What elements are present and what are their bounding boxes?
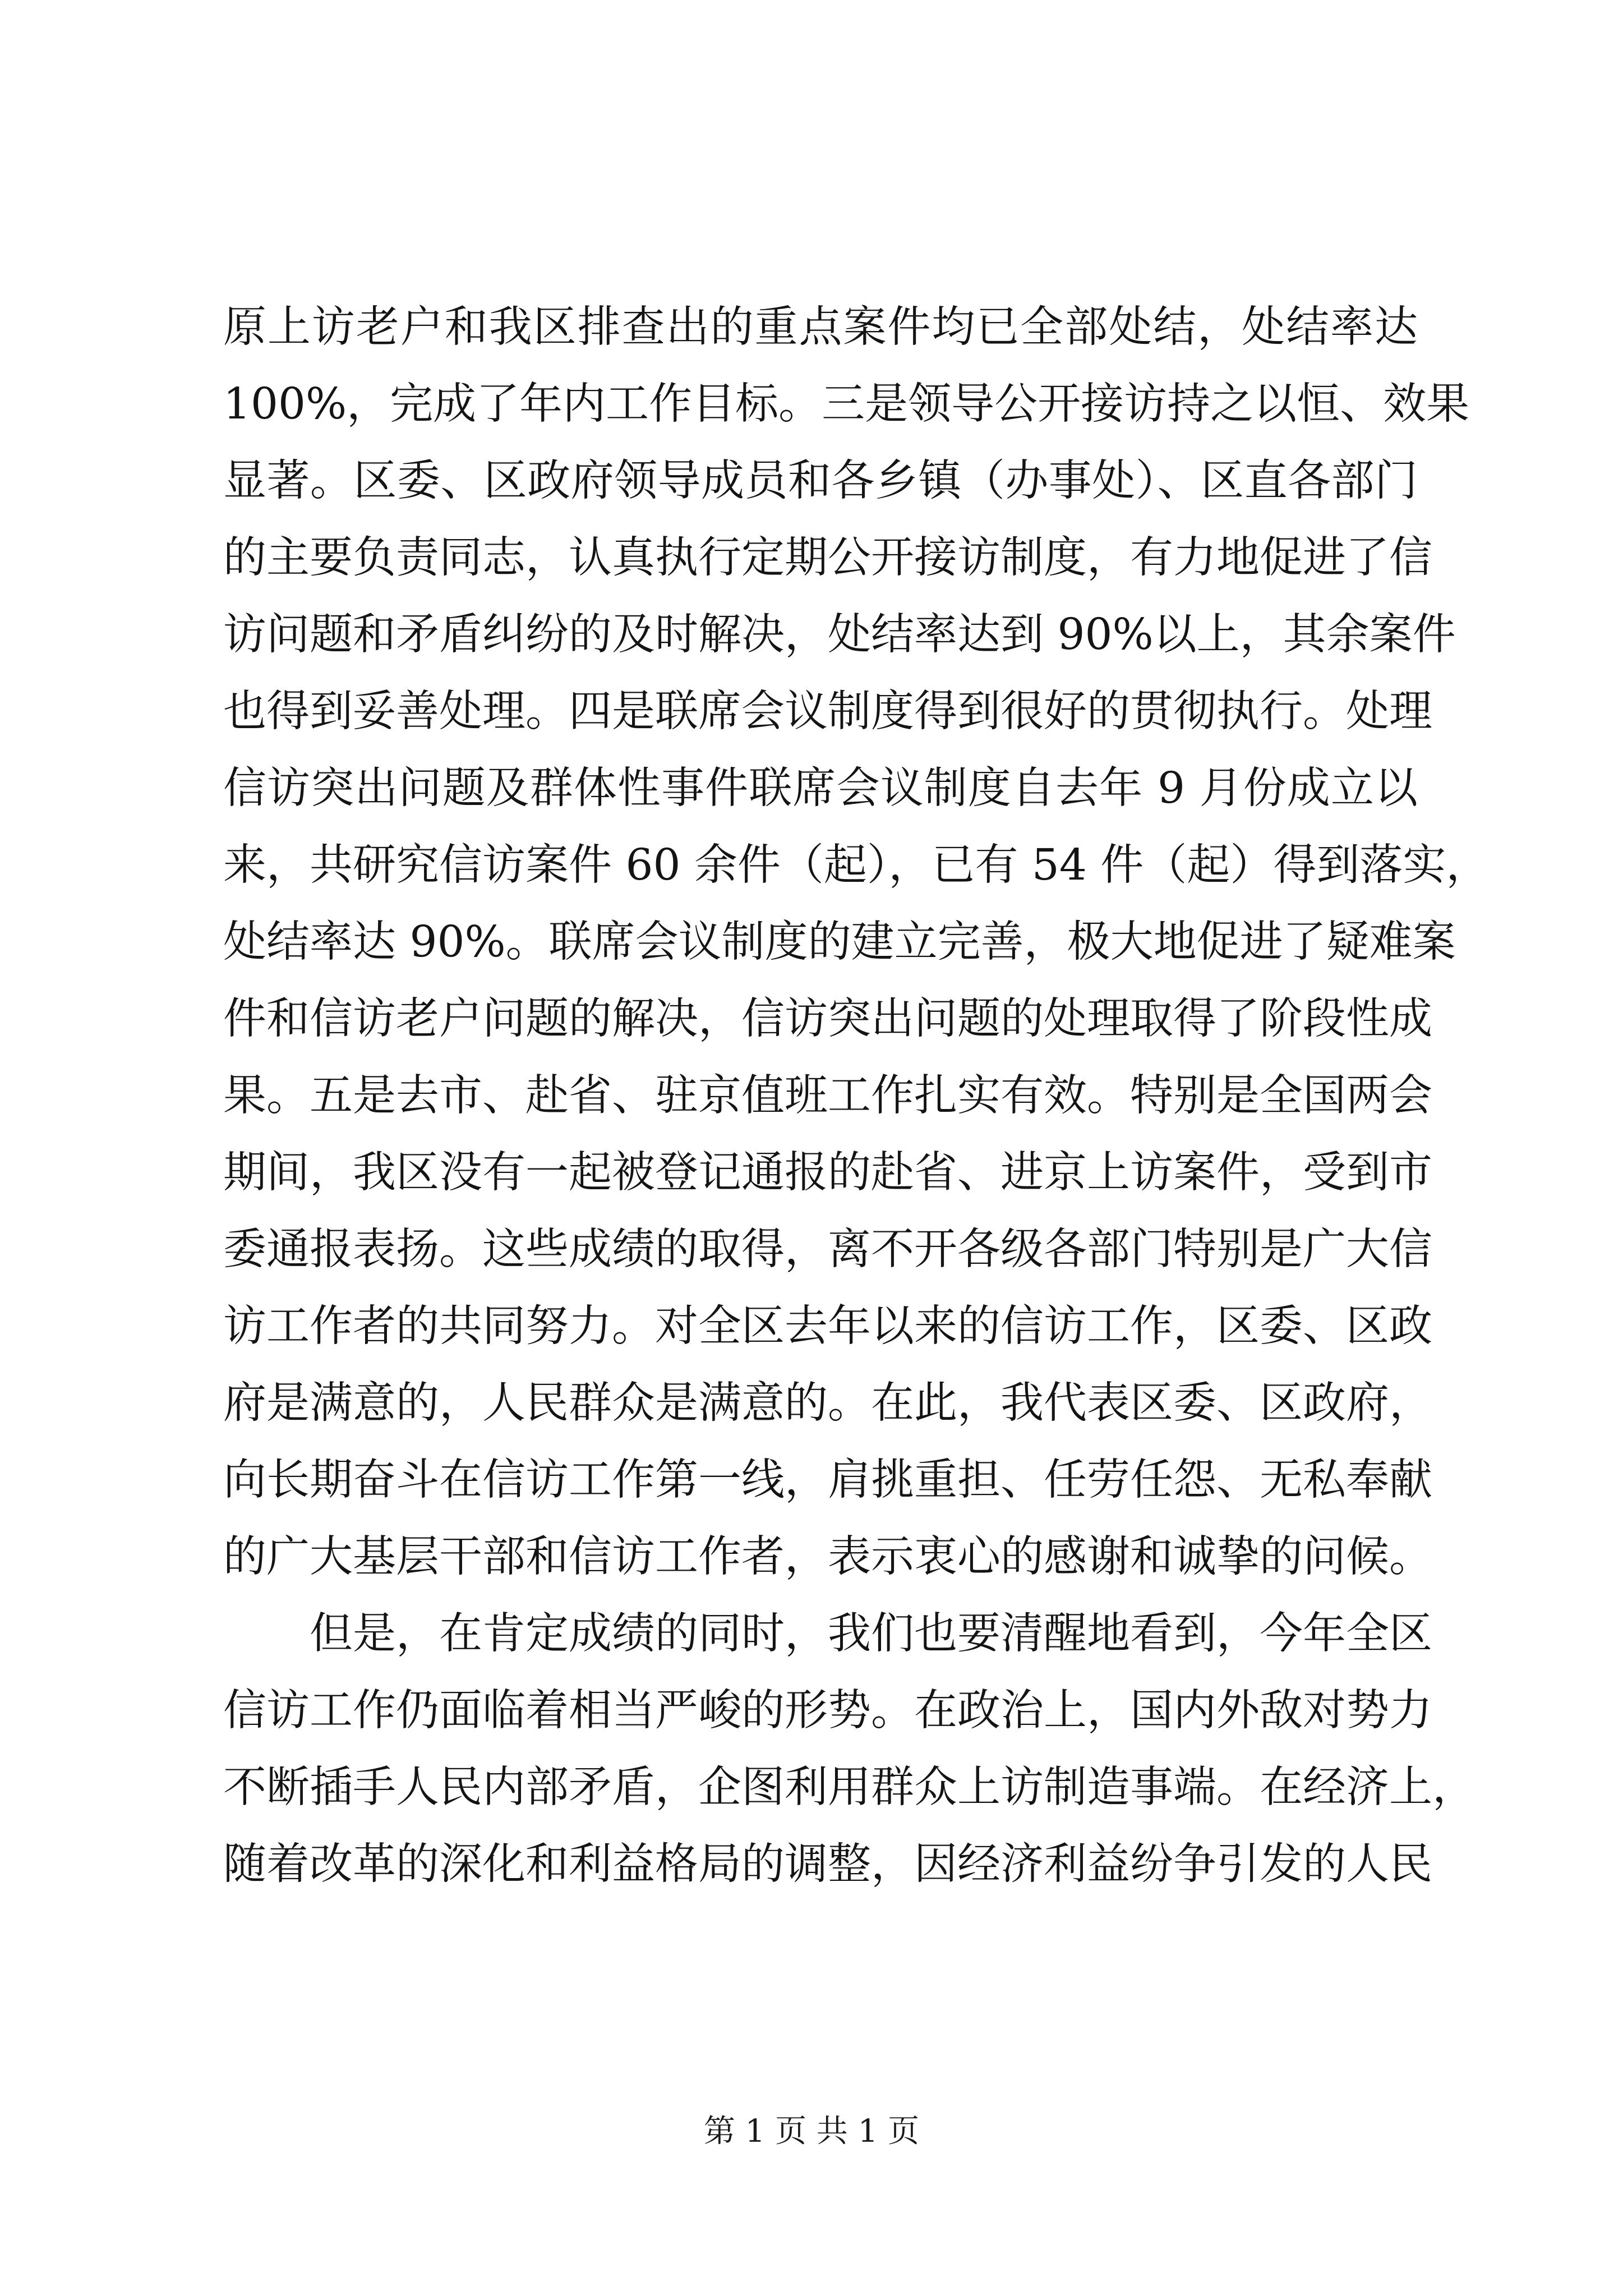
text-line: 不断插手人民内部矛盾，企图利用群众上访制造事端。在经济上， bbox=[223, 1763, 1476, 1812]
text-line: 显著。区委、区政府领导成员和各乡镇（办事处）、区直各部门 bbox=[223, 456, 1418, 506]
text-line: 访工作者的共同努力。对全区去年以来的信访工作，区委、区政 bbox=[223, 1301, 1432, 1351]
text-line: 府是满意的，人民群众是满意的。在此，我代表区委、区政府， bbox=[223, 1378, 1432, 1428]
text-line: 期间，我区没有一起被登记通报的赴省、进京上访案件，受到市 bbox=[223, 1148, 1432, 1198]
text-line: 随着改革的深化和利益格局的调整，因经济利益纷争引发的人民 bbox=[223, 1839, 1432, 1889]
text-line: 的主要负责同志，认真执行定期公开接访制度，有力地促进了信 bbox=[223, 533, 1432, 583]
text-line: 处结率达 90%。联席会议制度的建立完善，极大地促进了疑难案 bbox=[223, 917, 1456, 967]
page-footer: 第 1 页 共 1 页 bbox=[703, 2113, 920, 2150]
text-line: 件和信访老户问题的解决，信访突出问题的处理取得了阶段性成 bbox=[223, 994, 1432, 1044]
text-line: 果。五是去市、赴省、驻京值班工作扎实有效。特别是全国两会 bbox=[223, 1071, 1432, 1121]
text-line: 向长期奋斗在信访工作第一线，肩挑重担、任劳任怨、无私奉献 bbox=[223, 1455, 1432, 1505]
text-line: 原上访老户和我区排查出的重点案件均已全部处结，处结率达 bbox=[223, 302, 1418, 352]
text-line: 信访工作仍面临着相当严峻的形势。在政治上，国内外敌对势力 bbox=[223, 1686, 1432, 1736]
text-line: 的广大基层干部和信访工作者，表示衷心的感谢和诚挚的问候。 bbox=[223, 1532, 1432, 1582]
paragraph-start-line: 但是，在肯定成绩的同时，我们也要清醒地看到，今年全区 bbox=[223, 1609, 1432, 1659]
text-line: 信访突出问题及群体性事件联席会议制度自去年 9 月份成立以 bbox=[223, 763, 1418, 813]
body-text bbox=[223, 289, 1490, 1903]
text-line: 也得到妥善处理。四是联席会议制度得到很好的贯彻执行。处理 bbox=[223, 687, 1432, 737]
text-line: 来，共研究信访案件 60 余件（起），已有 54 件（起）得到落实， bbox=[223, 840, 1490, 890]
text-line: 委通报表扬。这些成绩的取得，离不开各级各部门特别是广大信 bbox=[223, 1225, 1432, 1274]
text-line: 100%，完成了年内工作目标。三是领导公开接访持之以恒、效果 bbox=[223, 379, 1470, 429]
text-line: 访问题和矛盾纠纷的及时解决，处结率达到 90%以上，其余案件 bbox=[223, 610, 1456, 660]
